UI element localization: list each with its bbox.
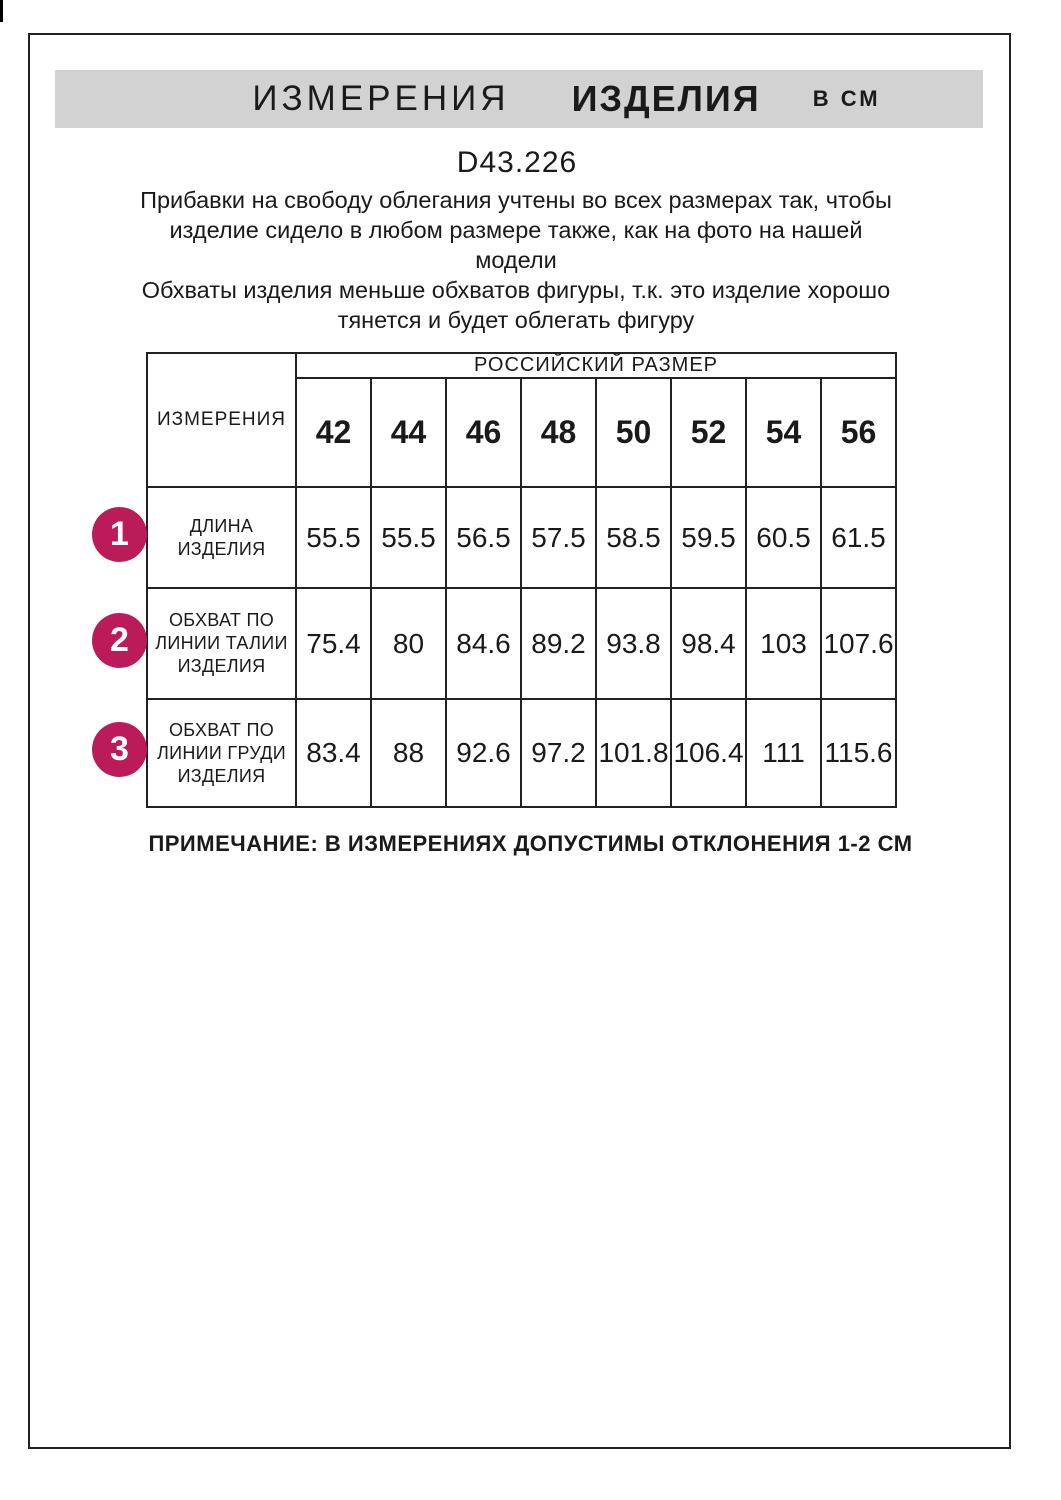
size-column-header: 50 (596, 378, 671, 487)
row-label (147, 699, 296, 807)
intro-line: Обхваты изделия меньше обхватов фигуры, т.к. это изделие хорошо (141, 277, 891, 303)
row-label-line: ДЛИНА (189, 515, 254, 536)
intro-line: Прибавки на свободу облегания учтены во всех размерах так, чтобы (140, 187, 892, 213)
intro-text (60, 185, 972, 335)
size-column-header: 56 (821, 378, 896, 487)
measurement-value: 115.6 (821, 699, 896, 807)
measurement-value: 98.4 (671, 588, 746, 699)
table-row (147, 699, 896, 807)
russian-size-header: РОССИЙСКИЙ РАЗМЕР (296, 353, 896, 378)
page-title-emphasis: ИЗДЕЛИЯ (571, 78, 761, 119)
measurement-value: 111 (746, 699, 821, 807)
size-column-header: 54 (746, 378, 821, 487)
size-column-header: 52 (671, 378, 746, 487)
size-column-header: 42 (296, 378, 371, 487)
measurement-value: 88 (371, 699, 446, 807)
intro-line: изделие сидело в любом размере также, как на фото на нашей (169, 217, 863, 243)
table-row (147, 487, 896, 588)
row-number-badge-1: 1 (92, 507, 147, 562)
row-number-badge-3: 3 (92, 722, 147, 777)
measurement-value: 101.8 (596, 699, 671, 807)
table-row (147, 588, 896, 699)
measurement-value: 93.8 (596, 588, 671, 699)
measurement-value: 97.2 (521, 699, 596, 807)
row-label (147, 487, 296, 588)
measurement-value: 55.5 (296, 487, 371, 588)
page-title: ИЗМЕРЕНИЯ (252, 79, 510, 118)
measurement-value: 59.5 (671, 487, 746, 588)
product-code: D43.226 (456, 146, 578, 179)
title-units: В СМ (812, 86, 881, 111)
measurement-value: 83.4 (296, 699, 371, 807)
title-banner (55, 70, 983, 128)
row-label-line: ИЗДЕЛИЯ (177, 538, 266, 559)
measurement-value: 92.6 (446, 699, 521, 807)
tolerance-note: ПРИМЕЧАНИЕ: В ИЗМЕРЕНИЯХ ДОПУСТИМЫ ОТКЛОНЕНИЯ 1-2 СМ (148, 831, 913, 856)
row-label-line: ОБХВАТ ПО (168, 719, 275, 740)
size-column-header: 46 (446, 378, 521, 487)
table-header-row-top (147, 353, 896, 378)
corner-header: ИЗМЕРЕНИЯ (147, 353, 296, 487)
measurements-table-wrap (146, 352, 897, 808)
measurement-value: 56.5 (446, 487, 521, 588)
measurement-value: 60.5 (746, 487, 821, 588)
measurement-value: 61.5 (821, 487, 896, 588)
row-label-line: ЛИНИИ ТАЛИИ (155, 633, 288, 653)
row-label (147, 588, 296, 699)
intro-line: модели (475, 247, 557, 273)
size-column-header: 48 (521, 378, 596, 487)
measurement-value: 89.2 (521, 588, 596, 699)
measurement-value: 80 (371, 588, 446, 699)
row-label-line: ОБХВАТ ПО (168, 610, 275, 630)
measurement-value: 75.4 (296, 588, 371, 699)
row-label-line: ЛИНИИ ГРУДИ (156, 742, 287, 763)
row-number-badge-2: 2 (92, 613, 147, 668)
measurement-value: 106.4 (671, 699, 746, 807)
scan-artifact (0, 0, 3, 22)
measurement-value: 84.6 (446, 588, 521, 699)
measurement-value: 58.5 (596, 487, 671, 588)
measurement-value: 107.6 (821, 588, 896, 699)
size-column-header: 44 (371, 378, 446, 487)
measurements-table (146, 352, 897, 808)
measurement-value: 57.5 (521, 487, 596, 588)
row-label-line: ИЗДЕЛИЯ (177, 656, 266, 676)
measurement-value: 103 (746, 588, 821, 699)
intro-line: тянется и будет облегать фигуру (337, 307, 695, 333)
row-label-line: ИЗДЕЛИЯ (177, 765, 266, 786)
measurement-value: 55.5 (371, 487, 446, 588)
